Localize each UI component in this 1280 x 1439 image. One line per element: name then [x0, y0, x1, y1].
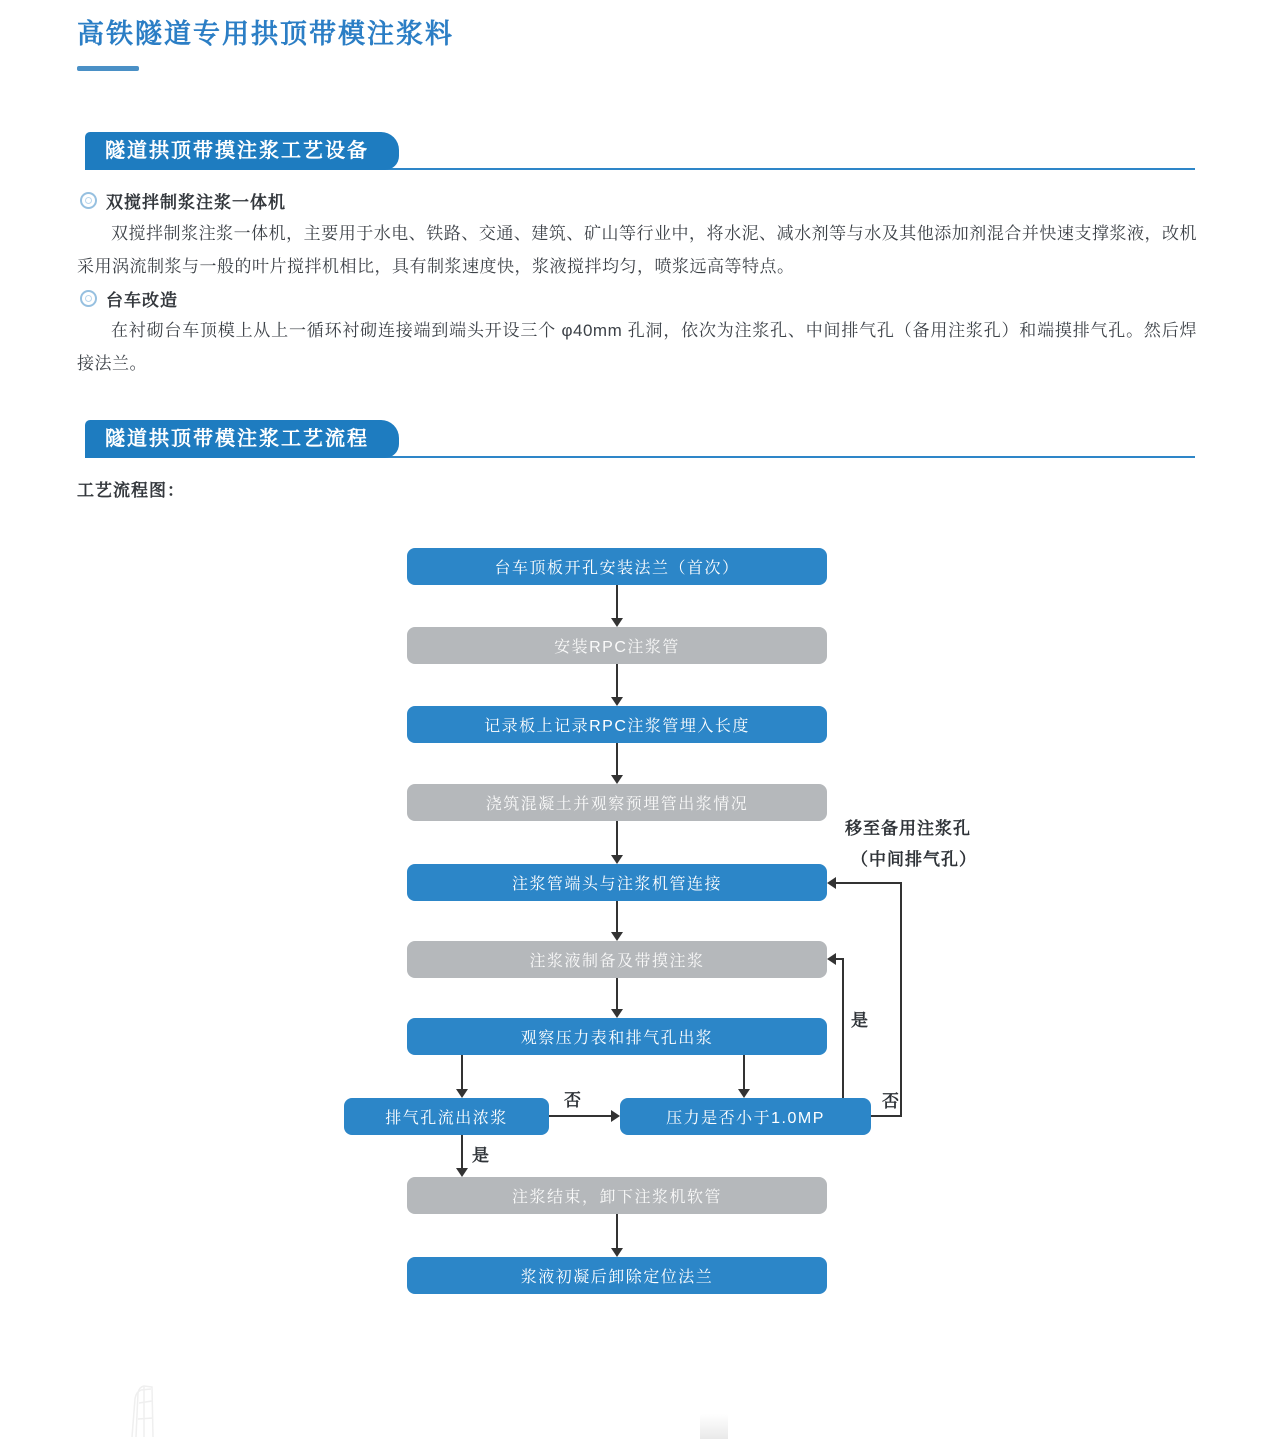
- flow-node-prepare-grout: 注浆液制备及带摸注浆: [407, 941, 827, 978]
- arrow-line: [616, 664, 618, 697]
- loop-annotation-line1: 移至备用注浆孔: [845, 819, 971, 838]
- equipment-item-2-body: 在衬砌台车顶模上从上一循环衬砌连接端到端头开设三个 φ40mm 孔洞，依次为注浆孔、中间排气孔（备用注浆孔）和端摸排气孔。然后焊接法兰。: [77, 321, 1197, 373]
- flow-node-install-flange: 台车顶板开孔安装法兰（首次）: [407, 548, 827, 585]
- arrow-line: [616, 978, 618, 1009]
- ring-bullet-icon: [80, 192, 97, 209]
- arrow-left-icon: [827, 953, 836, 965]
- arrow-down-icon: [611, 697, 623, 706]
- arrow-right-icon: [611, 1110, 620, 1122]
- edge-label-yes: 是: [472, 1146, 489, 1165]
- arrow-down-icon: [456, 1089, 468, 1098]
- equipment-item-2-heading: [80, 286, 178, 311]
- feedback-line: [836, 958, 844, 960]
- edge-label-pressure-yes: 是: [851, 1011, 868, 1030]
- arrow-line: [461, 1055, 463, 1089]
- arrow-line: [549, 1115, 611, 1117]
- arrow-line: [616, 743, 618, 775]
- edge-label-pressure-no: 否: [882, 1092, 899, 1111]
- section-equipment-tab: 隧道拱顶带摸注浆工艺设备: [85, 132, 399, 170]
- arrow-line: [461, 1135, 463, 1168]
- loop-annotation-line2: （中间排气孔）: [851, 850, 977, 869]
- arrow-line: [616, 901, 618, 932]
- equipment-item-1-body: 双搅拌制浆注浆一体机，主要用于水电、铁路、交通、建筑、矿山等行业中，将水泥、减水剂等与水及其他添加剂混合并快速支撑浆液，改机采用涡流制浆与一般的叶片搅拌机相比，具有制浆速度快，浆液搅拌均匀，喷浆远高等特点。: [77, 224, 1197, 276]
- arrow-down-icon: [738, 1089, 750, 1098]
- arrow-down-icon: [456, 1168, 468, 1177]
- flow-node-install-rpc-pipe: 安装RPC注浆管: [407, 627, 827, 664]
- arrow-line: [616, 1214, 618, 1248]
- section-equipment-header-rule: [85, 130, 1195, 170]
- section-process-tab: 隧道拱顶带模注浆工艺流程: [85, 420, 399, 458]
- arrow-left-icon: [827, 877, 836, 889]
- faint-watermark-smudge: [700, 1414, 728, 1439]
- equipment-item-1-heading-label: 双搅拌制浆注浆一体机: [106, 193, 286, 212]
- page-title: 高铁隧道专用拱顶带模注浆料: [77, 19, 454, 49]
- arrow-down-icon: [611, 1248, 623, 1257]
- equipment-item-2-heading-label: 台车改造: [106, 291, 178, 310]
- arrow-down-icon: [611, 1009, 623, 1018]
- edge-label-no: 否: [564, 1091, 581, 1110]
- feedback-line: [900, 883, 902, 1117]
- flow-node-pressure-check: 压力是否小于1.0MP: [620, 1098, 871, 1135]
- flow-node-pour-concrete: 浇筑混凝土并观察预埋管出浆情况: [407, 784, 827, 821]
- flow-node-observe-gauge: 观察压力表和排气孔出浆: [407, 1018, 827, 1055]
- arrow-line: [616, 585, 618, 618]
- arrow-down-icon: [611, 932, 623, 941]
- flow-node-grouting-finished: 注浆结束，卸下注浆机软管: [407, 1177, 827, 1214]
- feedback-line: [836, 882, 902, 884]
- feedback-line: [871, 1115, 902, 1117]
- flow-node-connect-machine: 注浆管端头与注浆机管连接: [407, 864, 827, 901]
- ring-bullet-icon: [80, 290, 97, 307]
- arrow-down-icon: [611, 855, 623, 864]
- title-underline-dash: [77, 66, 139, 71]
- flow-node-remove-flange: 浆液初凝后卸除定位法兰: [407, 1257, 827, 1294]
- section-process-header-rule: [85, 418, 1195, 458]
- flow-node-record-length: 记录板上记录RPC注浆管埋入长度: [407, 706, 827, 743]
- process-flowchart: [0, 540, 1280, 1330]
- arrow-line: [616, 821, 618, 855]
- flow-node-thick-slurry: 排气孔流出浓浆: [344, 1098, 549, 1135]
- arrow-line: [743, 1055, 745, 1089]
- equipment-item-1-heading: [80, 188, 286, 213]
- feedback-line: [842, 959, 844, 1098]
- building-watermark: [108, 1383, 178, 1439]
- flowchart-caption: 工艺流程图：: [77, 481, 185, 500]
- arrow-down-icon: [611, 775, 623, 784]
- arrow-down-icon: [611, 618, 623, 627]
